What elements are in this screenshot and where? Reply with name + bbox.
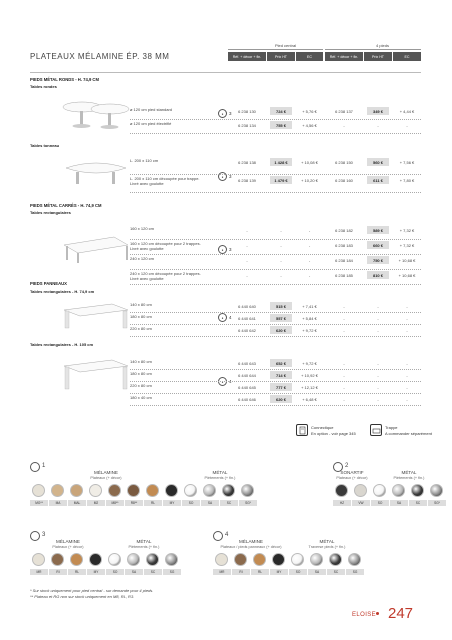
finish-code: SA [125, 569, 143, 575]
ec-cell: - [406, 385, 408, 390]
finish-swatch [215, 553, 228, 566]
ec-cell: - [308, 228, 311, 233]
finish-code: VW [352, 500, 370, 506]
footnote-1: * Sur stock uniquement pour pied central - sur demande pour 4 pieds. [30, 588, 154, 593]
price-cell: 349 € [367, 107, 389, 115]
price-cell: 810 € [367, 271, 389, 279]
ec-cell: + 4,56 € [302, 123, 317, 128]
section-barrel-sub: Tables tonneau [30, 143, 60, 148]
finish-code: RL [144, 500, 162, 506]
price-cell: 557 € [270, 314, 292, 322]
ec-cell: + 10,92 € [301, 373, 318, 378]
finish-code: SC [327, 569, 345, 575]
ref-cell: 6 238 150 [335, 160, 353, 165]
finish-code: MG** [30, 500, 48, 506]
ec-cell: + 12,12 € [301, 385, 318, 390]
finish-met-title: MÉTAL [401, 470, 417, 475]
ec-cell: + 7,32 € [399, 228, 415, 233]
finish-swatch [127, 484, 140, 497]
finish-swatch [32, 484, 45, 497]
finish-code: SO [371, 500, 389, 506]
row-label: 220 x 80 cm [130, 383, 152, 388]
ec-cell: - [406, 316, 408, 321]
ref-cell: 6 238 138 [238, 160, 256, 165]
ec-cell: + 6,48 € [302, 397, 317, 402]
ref-cell: - [246, 258, 248, 263]
row-separator [130, 254, 421, 255]
finish-swatch [234, 553, 247, 566]
header-group-central: Pied central [274, 43, 297, 48]
ref-cell: - [246, 273, 248, 278]
ref-cell: 6 238 137 [335, 109, 353, 114]
finish-code: SC [409, 500, 427, 506]
finish-mel-title: MÉLAMINE [56, 539, 80, 544]
finish-code: SA [308, 569, 326, 575]
row-separator [130, 269, 421, 270]
page-title: PLATEAUX MÉLAMINE ÉP. 38 MM [30, 52, 170, 61]
row-separator [130, 324, 421, 325]
section-square-title: PIEDS MÉTAL CARRÉS - H. 74,9 CM [30, 203, 102, 208]
finish-swatch [184, 484, 197, 497]
row-label: 160 x 120 cm [130, 226, 155, 231]
capacity-number: 3 [229, 111, 232, 116]
ec-cell: + 10,68 € [398, 258, 416, 263]
finish-met-title: MÉTAL [212, 470, 228, 475]
finish-code: SO [182, 500, 200, 506]
row-label: 240 x 120 cm découpée pour 2 trappes. Livré avec goulotte [130, 271, 201, 281]
footnote-2: ** Plateau et RG non sur stock uniquement en M8, RL, R3. [30, 594, 135, 599]
finish-code: RI [232, 569, 250, 575]
finish-code: M2 [87, 500, 105, 506]
people-icon: ● [218, 245, 227, 254]
row-separator [130, 393, 421, 394]
header-ref-2: Réf. + décor + fin. [325, 52, 363, 61]
rect-table-image [62, 235, 130, 265]
section-panel-title: PIEDS PANNEAUX [30, 281, 67, 286]
row-separator [130, 174, 421, 175]
finish-swatch [108, 553, 121, 566]
finish-code: SO [106, 569, 124, 575]
finish-swatch [89, 553, 102, 566]
legend-connect-sub: En option - voir page 345 [311, 431, 356, 436]
price-cell: - [377, 373, 379, 378]
row-label: 180 x 80 cm [130, 314, 152, 319]
header-ec-1: EC [296, 52, 323, 61]
ref-cell: 6 238 139 [238, 178, 256, 183]
finish-met-sub: Piètements (+ fin.) [128, 545, 160, 549]
row-label: L. 200 x 110 cm découpée pour trappe. Livré avec goulotte [130, 176, 200, 186]
ec-cell: + 5,84 € [302, 316, 317, 321]
row-label: 240 x 120 cm [130, 256, 155, 261]
ec-cell: + 9,72 € [302, 361, 317, 366]
connectivity-icon [296, 424, 308, 436]
ec-cell: - [406, 328, 408, 333]
finish-code: MA [49, 500, 67, 506]
finish-code: SG* [428, 500, 446, 506]
ref-cell: 6 238 183 [335, 243, 353, 248]
ref-cell: 6 238 185 [335, 273, 353, 278]
finish-mel-sub: Plateaux (+ décor) [90, 476, 122, 480]
finish-swatch [411, 484, 424, 497]
row-label: 220 x 80 cm [130, 326, 152, 331]
ref-cell: 6 440 642 [238, 328, 256, 333]
ec-cell: - [308, 273, 311, 278]
ref-cell: - [343, 123, 345, 128]
finish-number: 4 [225, 532, 229, 538]
price-cell: 1 428 € [270, 158, 292, 166]
finish-code: RL [68, 569, 86, 575]
ref-cell: 6 238 182 [335, 228, 353, 233]
legend-trap-title: Trappe [385, 425, 398, 430]
price-cell: 620 € [270, 326, 292, 334]
finish-swatch [165, 553, 178, 566]
price-cell: 777 € [270, 383, 292, 391]
finish-swatch [253, 553, 266, 566]
finish-mel-title: MÉLAMINE [94, 470, 118, 475]
ref-cell: 6 238 184 [335, 258, 353, 263]
finish-mel-sub: Plateaux / pieds panneaux (+ décor) [220, 545, 282, 549]
finish-swatch [127, 553, 140, 566]
ref-cell: - [246, 228, 248, 233]
row-separator [130, 405, 421, 406]
finish-swatch [348, 553, 361, 566]
capacity-number: 3 [229, 247, 232, 252]
price-cell: 714 € [270, 371, 292, 379]
ref-cell: - [343, 361, 345, 366]
section-round-title: PIEDS MÉTAL RONDS - H. 74,9 CM [30, 77, 99, 82]
people-icon: ● [218, 313, 227, 322]
finish-mel-sub: Plateaux (+ décor) [336, 476, 368, 480]
finish-swatch [354, 484, 367, 497]
price-cell: 515 € [270, 302, 292, 310]
finish-code: SG [346, 569, 364, 575]
finish-swatch [335, 484, 348, 497]
finish-swatch [241, 484, 254, 497]
finish-code: M8** [106, 500, 124, 506]
capacity-number: 4 [229, 315, 232, 320]
ref-cell: 6 440 643 [238, 361, 256, 366]
finish-swatch [70, 553, 83, 566]
price-cell: - [280, 243, 282, 248]
finish-number-icon [30, 462, 40, 472]
legend-trap-sub: A commander séparément [385, 431, 432, 436]
barrel-table-image [62, 158, 130, 186]
price-cell: 755 € [270, 121, 292, 129]
price-cell: 652 € [270, 359, 292, 367]
ref-cell: - [343, 385, 345, 390]
finish-number: 1 [42, 463, 46, 469]
row-separator [130, 336, 421, 337]
finish-code: RL [251, 569, 269, 575]
separator-dot [376, 612, 379, 615]
ec-cell: + 9,72 € [302, 328, 317, 333]
ref-cell: 6 440 641 [238, 316, 256, 321]
finish-code: SA [201, 500, 219, 506]
finish-met-sub: Piètements (+ fin.) [204, 476, 236, 480]
price-cell: 1 479 € [270, 176, 292, 184]
finish-swatch [310, 553, 323, 566]
ref-cell: 6 238 130 [238, 109, 256, 114]
row-label: 160 x 120 cm découpée pour 2 trappes. Livré avec goulotte [130, 241, 201, 251]
header-ref-1: Réf. + décor + fin. [228, 52, 266, 61]
finish-swatch [146, 553, 159, 566]
round-tables-image [62, 99, 130, 131]
ref-cell: - [246, 243, 248, 248]
price-cell: - [377, 361, 379, 366]
row-separator [130, 192, 421, 193]
row-label: 180 x 80 cm [130, 371, 152, 376]
finish-swatch [32, 553, 45, 566]
finish-swatch [222, 484, 235, 497]
finish-swatch [392, 484, 405, 497]
finish-number: 2 [345, 463, 349, 469]
finish-met-sub: Traverse pieds (+ fin.) [308, 545, 346, 549]
row-separator [130, 369, 421, 370]
row-label: 180 x 40 cm [130, 395, 152, 400]
ec-cell: - [308, 258, 311, 263]
people-icon: ● [218, 377, 227, 386]
ref-cell: 6 440 645 [238, 385, 256, 390]
ref-cell: 6 440 640 [238, 304, 256, 309]
price-cell: - [280, 258, 282, 263]
finish-met-sub: Piètements (+ fin.) [393, 476, 425, 480]
price-cell: - [377, 397, 379, 402]
ref-cell: - [343, 304, 345, 309]
row-label: 140 x 80 cm [130, 302, 152, 307]
finish-mel-title: SONARTIF [340, 470, 364, 475]
price-cell: 620 € [270, 395, 292, 403]
ec-cell: - [308, 243, 311, 248]
price-cell: - [280, 273, 282, 278]
row-label: ø 120 cm pied standard [130, 107, 173, 112]
row-label: L. 200 x 110 cm [130, 158, 159, 163]
finish-met-title: MÉTAL [319, 539, 335, 544]
section-round-sub: Tables rondes [30, 84, 57, 89]
price-cell: - [377, 316, 379, 321]
finish-number: 3 [42, 532, 46, 538]
price-cell: 750 € [367, 256, 389, 264]
finish-code: MR [30, 569, 48, 575]
section-rect105-sub: Tables rectangulaires - H. 105 cm [30, 342, 94, 347]
ec-cell: - [406, 373, 408, 378]
ref-cell: - [343, 328, 345, 333]
finish-swatch [108, 484, 121, 497]
finish-swatch [430, 484, 443, 497]
panel-high-table-image [62, 358, 130, 392]
row-label: 140 x 80 cm [130, 359, 152, 364]
ref-cell: - [343, 373, 345, 378]
row-separator [130, 133, 421, 134]
price-cell: - [377, 385, 379, 390]
ec-cell: + 10,68 € [398, 273, 416, 278]
finish-code: MR [213, 569, 231, 575]
finish-code: SG [163, 569, 181, 575]
finish-swatch [329, 553, 342, 566]
finish-code: HZ [333, 500, 351, 506]
finish-mel-title: MÉLAMINE [239, 539, 263, 544]
brand-name: ELOISE [352, 612, 377, 618]
finish-swatch [291, 553, 304, 566]
ec-cell: - [406, 361, 408, 366]
ec-cell: + 7,80 € [399, 178, 415, 183]
ec-cell: + 4,44 € [399, 109, 415, 114]
finish-swatch [51, 553, 64, 566]
finish-mel-sub: Plateaux (+ décor) [52, 545, 84, 549]
ec-cell: + 10,08 € [301, 160, 318, 165]
finish-swatch [373, 484, 386, 497]
row-separator [130, 312, 421, 313]
header-price-2: Prix HT [364, 52, 392, 61]
legend-connect-title: Connectique [311, 425, 334, 430]
price-cell: - [280, 228, 282, 233]
price-cell: - [377, 123, 379, 128]
finish-code: MY [163, 500, 181, 506]
ref-cell: 6 440 644 [238, 373, 256, 378]
section-rect-sub: Tables rectangulaires [30, 210, 71, 215]
capacity-number: 4 [229, 379, 232, 384]
ref-cell: 6 238 160 [335, 178, 353, 183]
ec-cell: - [406, 304, 408, 309]
ref-cell: 6 440 646 [238, 397, 256, 402]
finish-swatch [203, 484, 216, 497]
finish-swatch [165, 484, 178, 497]
ec-cell: - [406, 397, 408, 402]
ref-cell: 6 238 134 [238, 123, 256, 128]
finish-code: MY [87, 569, 105, 575]
ec-cell: + 7,41 € [302, 304, 317, 309]
price-cell: 660 € [367, 241, 389, 249]
header-group-four: 4 pieds [376, 43, 389, 48]
price-cell: 589 € [367, 226, 389, 234]
finish-code: SC [220, 500, 238, 506]
ec-cell: + 5,76 € [302, 109, 317, 114]
trap-icon [370, 424, 382, 436]
finish-code: SA [390, 500, 408, 506]
price-cell: 724 € [270, 107, 292, 115]
people-icon: ● [218, 109, 227, 118]
finish-swatch [272, 553, 285, 566]
header-price-1: Prix HT [267, 52, 295, 61]
row-separator [130, 381, 421, 382]
finish-code: SC [144, 569, 162, 575]
finish-code: SG* [239, 500, 257, 506]
people-icon: ● [218, 172, 227, 181]
row-separator [130, 119, 421, 120]
header-ec-2: EC [393, 52, 421, 61]
finish-swatch [51, 484, 64, 497]
ec-cell: + 10,20 € [301, 178, 318, 183]
row-separator [130, 239, 421, 240]
page-number: 247 [388, 605, 414, 622]
finish-code: R8** [125, 500, 143, 506]
finish-swatch [146, 484, 159, 497]
finish-swatch [70, 484, 83, 497]
ec-cell: + 7,56 € [399, 160, 415, 165]
price-cell: - [377, 328, 379, 333]
row-separator [130, 284, 421, 285]
ref-cell: - [343, 397, 345, 402]
ec-cell: + 7,32 € [399, 243, 415, 248]
panel-table-image [62, 302, 130, 332]
finish-code: MY [270, 569, 288, 575]
finish-code: MAL [68, 500, 86, 506]
row-label: ø 120 cm pied électrifié [130, 121, 172, 126]
ref-cell: - [343, 316, 345, 321]
section-rect74-sub: Tables rectangulaires - H. 74,9 cm [30, 289, 95, 294]
price-cell: - [377, 304, 379, 309]
finish-code: RI [49, 569, 67, 575]
capacity-number: 3 [229, 174, 232, 179]
price-cell: 560 € [367, 158, 389, 166]
finish-met-title: MÉTAL [136, 539, 152, 544]
finish-code: SO [289, 569, 307, 575]
price-cell: 611 € [367, 176, 389, 184]
finish-swatch [89, 484, 102, 497]
ec-cell: - [406, 123, 408, 128]
